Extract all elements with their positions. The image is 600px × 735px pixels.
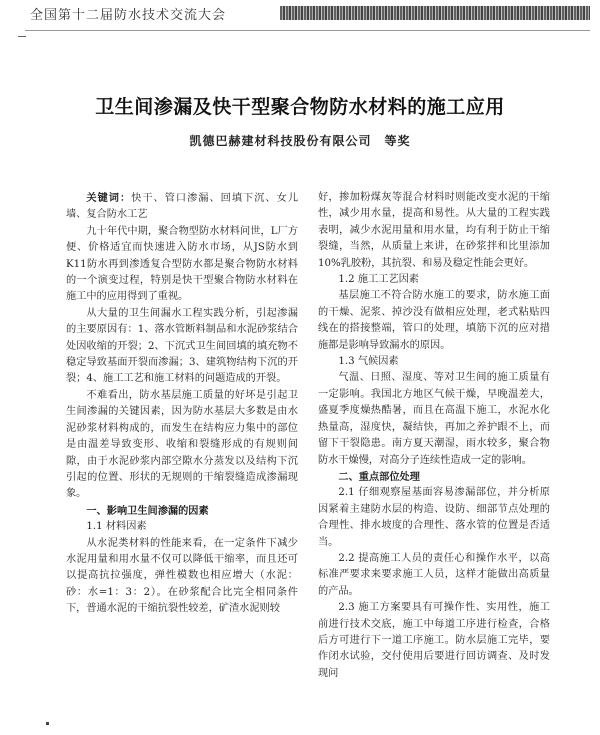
paragraph: 2.3 施工方案要具有可操作性、实用性，施工前进行技术交底，施工中每道工序进行检查，合格后方可进行下一道工序施工。防水层施工完毕，要作闭水试验，交付使用后要进行回访调查、及时发现问 <box>318 602 550 679</box>
paragraph: 2.1 仔细观察屋基面容易渗漏部位，并分析原因紧着主建防水层的构造、设防、细部节点处理的合理性、排水坡度的合理性、落水管的位置是否适当。 <box>318 487 550 548</box>
subsection-heading-1-3: 1.3 气候因素 <box>338 356 399 368</box>
subsection-heading-1-2: 1.2 施工工艺因素 <box>338 274 419 286</box>
conference-banner-text: 全国第十二届防水技术交流大会 <box>30 8 227 23</box>
header-rule <box>25 30 590 31</box>
paragraph: 九十年代中期，聚合物型防水材料问世，L厂方便、价格适宜而快速进入防水市场，从JS防水到K11防水再到渗透复合型防水都是聚合物防水材料的一个演变过程，特别是快干型聚合物防水材料在施工中的应用得到了重视。 <box>66 225 298 303</box>
paragraph: 气温、日照、湿度、等对卫生间的施工质量有一定影响。我国北方地区气候干燥，早晚温差大，盛夏季度燥热酷暑，而且在高温下施工，水泥水化热量高，湿度快，凝结快，再加之养护跟不上，而留下干裂隐患。南方夏天潮湿，雨水较多，聚合物防水干燥慢，对高分子连续性造成一定的影响。 <box>318 372 550 466</box>
paragraph: 好，掺加粉煤灰等混合材料时则能改变水泥的干缩性，减少用水量，提高和易性。从大量的工程实践表明，减少水泥用量和用水量，均有利于防止干缩裂缝，当然，从质量上来讲，在砂浆拌和比里添加10%乳胶粉，其抗裂、和易及稳定性能会更好。 <box>318 192 550 269</box>
paragraph: 从大量的卫生间漏水工程实践分析，引起渗漏的主要原因有：1、落水管断料制品和水泥砂浆结合处因收缩的开裂；2、下沉式卫生间回填的填充物不稳定导致基面开裂而渗漏；3、建筑物结构下沉的开裂；4、施工工艺和施工材料的问题造成的开裂。 <box>66 307 298 385</box>
subsection-heading-1-1: 1.1 材料因素 <box>86 521 147 533</box>
keywords-text: 快干、管口渗漏、回填下沉、女儿墙、复合防水工艺 <box>66 193 299 221</box>
keywords-label: 关键词： <box>86 192 132 204</box>
section-heading-1: 一、影响卫生间渗漏的因素 <box>86 504 209 517</box>
keywords <box>66 190 298 224</box>
paper-author: 凯德巴赫建材科技股份有限公司 等奖 <box>189 134 411 148</box>
paragraph: 不难看出，防水基层施工质量的好坏是引起卫生间渗漏的关键因素，因为防水基层大多数是由水泥砂浆材料构成的，而发生在结构应力集中的部位是由温差导致变形、收缩和裂缝形成的有规则间隙，由于水泥砂浆内部空隙水分蒸发以及结构下沉引起的位置、形状的无规则的干缩裂缝造成渗漏现象。 <box>66 389 298 500</box>
paragraph: 基层施工不符合防水施工的要求，防水施工面的干燥、泥浆、掉沙没有做相应处理，老式粘贴四线在的搭接整端，管口的处理，填筋下沉的应对措施都是影响导致漏水的原因。 <box>318 290 550 351</box>
left-column <box>66 190 298 618</box>
paper-title: 卫生间渗漏及快干型聚合物防水材料的施工应用 <box>95 96 505 118</box>
header-decorative-bar <box>280 6 590 20</box>
paragraph: 从水泥类材料的性能来看，在一定条件下减少水泥用量和用水量不仅可以降低干缩率，而且还可以提高抗拉强度，弹性模数也相应增大（水泥：砂：水=1：3：2）。在砂浆配合比完全相同条件下，普通水泥的干缩抗裂性较差，矿渣水泥则较 <box>66 537 298 615</box>
margin-mark <box>18 36 26 37</box>
right-column <box>318 190 550 682</box>
section-heading-2: 二、重点部位处理 <box>338 470 420 483</box>
page-header <box>0 0 600 28</box>
paragraph: 2.2 提高施工人员的责任心和操作水平，以高标准严要求来要求施工人员，这样才能做出高质量的产品。 <box>318 552 550 597</box>
page-speck <box>46 722 49 725</box>
